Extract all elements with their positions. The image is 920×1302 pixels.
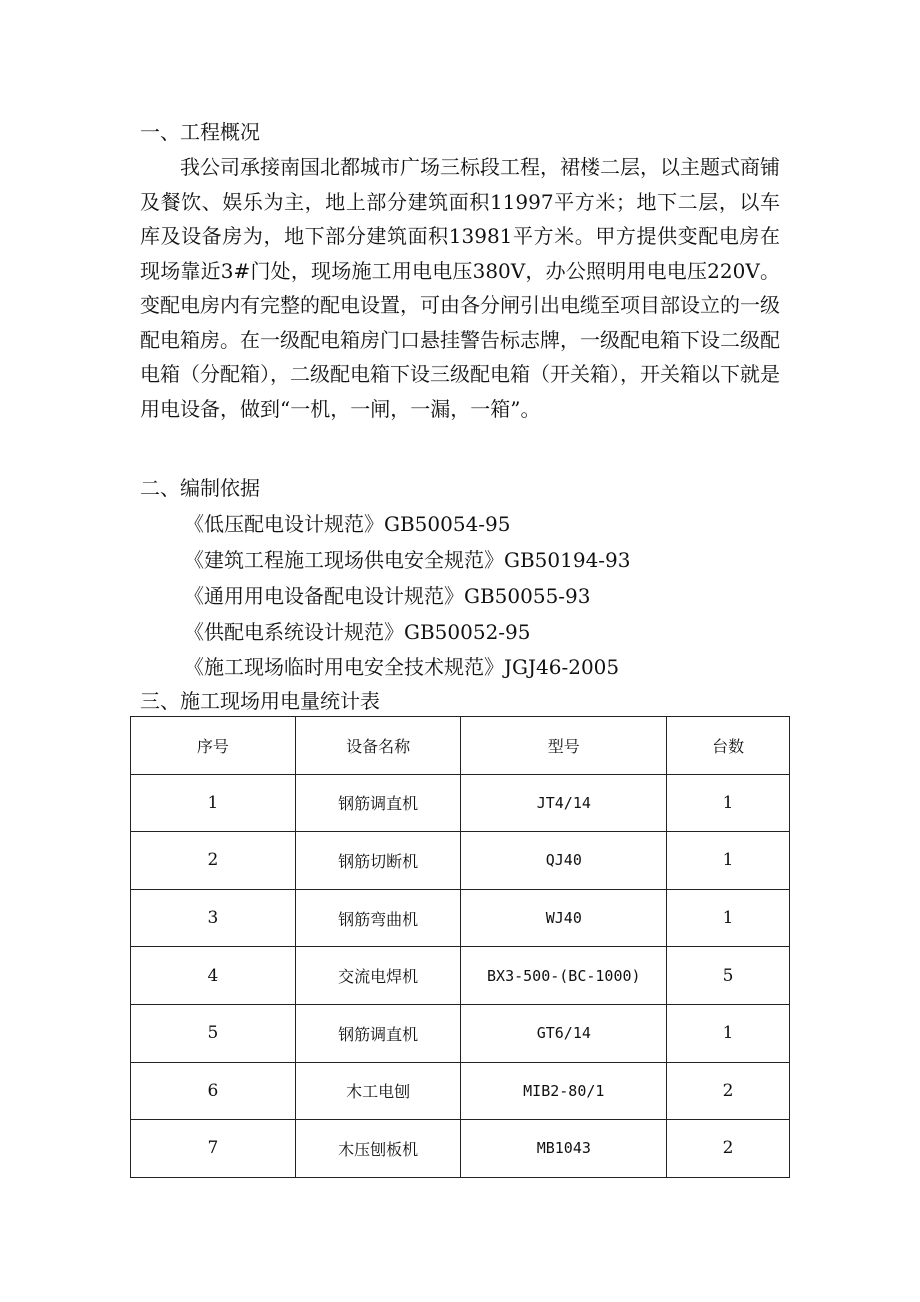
- basis-ref-1: 《低压配电设计规范》GB50054-95: [184, 512, 511, 536]
- table-row: [131, 947, 790, 1005]
- table-row: [131, 832, 790, 890]
- basis-ref-2: 《建筑工程施工现场供电安全规范》GB50194-93: [184, 548, 631, 572]
- power-usage-table: [130, 716, 790, 1178]
- cell-device-name: 木压刨板机: [295, 1120, 461, 1178]
- cell-model: WJ40: [461, 889, 667, 947]
- cell-quantity: 1: [667, 774, 790, 832]
- cell-index: 2: [131, 832, 296, 890]
- cell-index: 7: [131, 1120, 296, 1178]
- table-row: [131, 774, 790, 832]
- basis-ref-4: 《供配电系统设计规范》GB50052-95: [184, 620, 531, 644]
- cell-index: 4: [131, 947, 296, 1005]
- cell-quantity: 1: [667, 1004, 790, 1062]
- cell-model: QJ40: [461, 832, 667, 890]
- cell-quantity: 1: [667, 889, 790, 947]
- table-row: [131, 1004, 790, 1062]
- cell-index: 1: [131, 774, 296, 832]
- header-device-name: 设备名称: [295, 717, 461, 775]
- table-header-row: [131, 717, 790, 775]
- cell-device-name: 钢筋调直机: [295, 774, 461, 832]
- basis-ref-5: 《施工现场临时用电安全技术规范》JGJ46-2005: [184, 655, 620, 679]
- cell-model: BX3-500-(BC-1000): [461, 947, 667, 1005]
- basis-ref-3: 《通用用电设备配电设计规范》GB50055-93: [184, 584, 591, 608]
- cell-model: GT6/14: [461, 1004, 667, 1062]
- table-row: [131, 889, 790, 947]
- cell-model: JT4/14: [461, 774, 667, 832]
- cell-device-name: 钢筋切断机: [295, 832, 461, 890]
- section-heading-overview: 一、工程概况: [140, 120, 260, 144]
- section-heading-basis: 二、编制依据: [140, 476, 260, 500]
- overview-paragraph: 我公司承接南国北都城市广场三标段工程，裙楼二层，以主题式商铺及餐饮、娱乐为主，地上部分建筑面积11997平方米；地下二层，以车库及设备房为，地下部分建筑面积13981平方米。甲方提供变配电房在现场靠近3#门处，现场施工用电电压380V，办公照明用电电压220V。变配电房内有完整的配电设置，可由各分闸引出电缆至项目部设立的一级配电箱房。在一级配电箱房门口悬挂警告标志牌，一级配电箱下设二级配电箱（分配箱），二级配电箱下设三级配电箱（开关箱），开关箱以下就是用电设备，做到“一机，一闸，一漏，一箱”。: [140, 155, 780, 421]
- header-index: 序号: [131, 717, 296, 775]
- cell-device-name: 木工电刨: [295, 1062, 461, 1120]
- table-row: [131, 1120, 790, 1178]
- cell-device-name: 钢筋弯曲机: [295, 889, 461, 947]
- cell-quantity: 2: [667, 1062, 790, 1120]
- cell-quantity: 2: [667, 1120, 790, 1178]
- cell-index: 5: [131, 1004, 296, 1062]
- table-row: [131, 1062, 790, 1120]
- cell-device-name: 交流电焊机: [295, 947, 461, 1005]
- cell-index: 6: [131, 1062, 296, 1120]
- cell-quantity: 1: [667, 832, 790, 890]
- cell-quantity: 5: [667, 947, 790, 1005]
- header-model: 型号: [461, 717, 667, 775]
- cell-model: MIB2-80/1: [461, 1062, 667, 1120]
- cell-model: MB1043: [461, 1120, 667, 1178]
- section-heading-table: 三、施工现场用电量统计表: [140, 689, 380, 713]
- cell-index: 3: [131, 889, 296, 947]
- header-quantity: 台数: [667, 717, 790, 775]
- cell-device-name: 钢筋调直机: [295, 1004, 461, 1062]
